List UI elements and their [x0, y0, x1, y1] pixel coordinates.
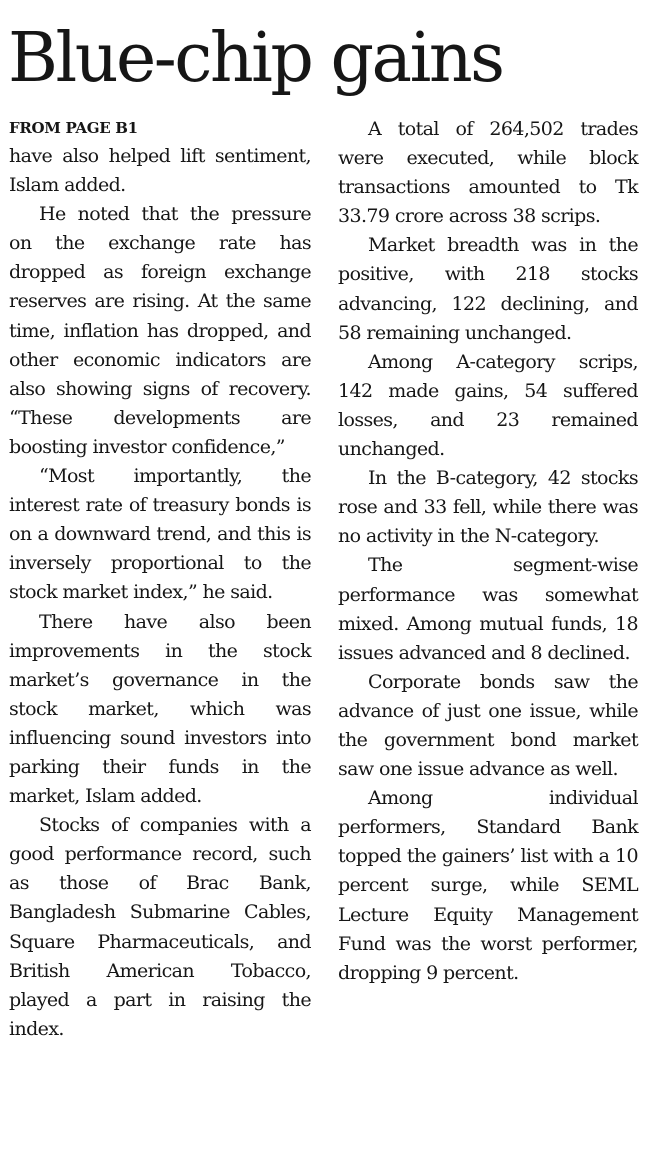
- paragraph: The segment-wise performance was somewhat mixed. Among mutual funds, 18 issues advanced and 8 declined.: [338, 554, 638, 664]
- paragraph: “Most importantly, the interest rate of treasury bonds is on a downward trend, and this is inversely proportional to the stock market index,” he said.: [9, 465, 311, 604]
- dateline: FROM PAGE B1: [9, 119, 138, 137]
- article-column-right: [338, 115, 638, 988]
- paragraph: Stocks of companies with a good performance record, such as those of Brac Bank, Bangladesh Submarine Cables, Square Pharmaceuticals, and British American Tobacco, played a part in raising the index.: [9, 814, 311, 1040]
- paragraph: Among individual performers, Standard Bank topped the gainers’ list with a 10 percent surge, while SEML Lecture Equity Management Fund was the worst performer, dropping 9 percent.: [338, 787, 638, 984]
- paragraph: A total of 264,502 trades were executed, while block transactions amounted to Tk 33.79 crore across 38 scrips.: [338, 118, 638, 228]
- paragraph: In the B-category, 42 stocks rose and 33 fell, while there was no activity in the N-category.: [338, 467, 638, 548]
- paragraph: Market breadth was in the positive, with 218 stocks advancing, 122 declining, and 58 remaining unchanged.: [338, 234, 638, 344]
- paragraph: There have also been improvements in the stock market’s governance in the stock market, which was influencing sound investors into parking their funds in the market, Islam added.: [9, 610, 311, 808]
- paragraph: He noted that the pressure on the exchange rate has dropped as foreign exchange reserves are rising. At the same time, inflation has dropped, and other economic indicators are also showing signs of recovery. “These developments are boosting investor confidence,”: [9, 203, 311, 458]
- headline: Blue-chip gains: [8, 19, 503, 98]
- article-column-left: [9, 115, 311, 1044]
- paragraph: have also helped lift sentiment, Islam added.: [9, 145, 311, 197]
- paragraph: Among A-category scrips, 142 made gains, 54 suffered losses, and 23 remained unchanged.: [338, 350, 638, 461]
- paragraph: Corporate bonds saw the advance of just one issue, while the government bond market saw one issue advance as well.: [338, 670, 638, 781]
